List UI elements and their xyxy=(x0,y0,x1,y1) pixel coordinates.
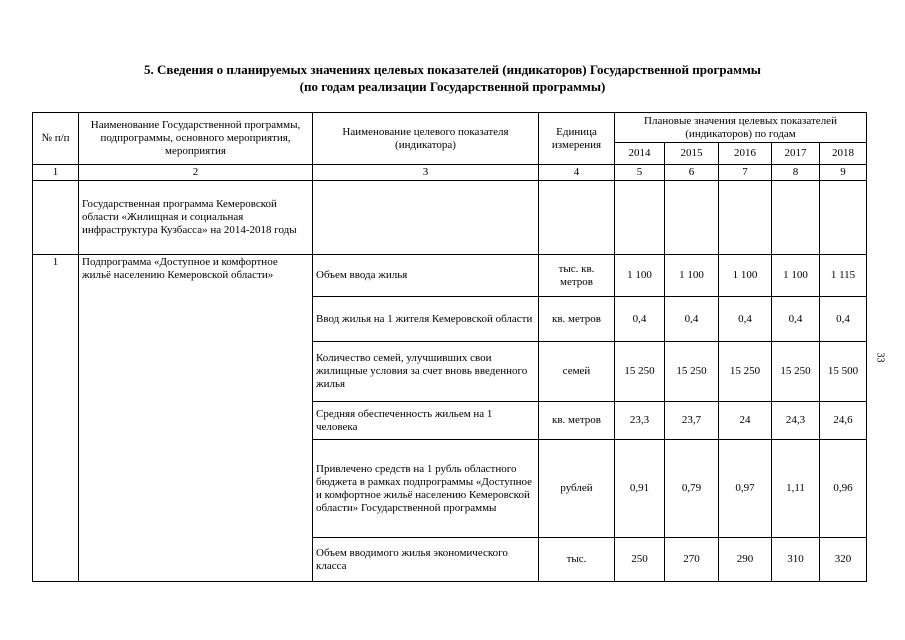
header-year: 2018 xyxy=(820,143,867,165)
indicator-value: 0,4 xyxy=(665,297,719,342)
indicator-name: Количество семей, улучшивших свои жилищные условия за счет вновь введенного жилья xyxy=(313,342,539,402)
header-indicator: Наименование целевого показателя (индикатора) xyxy=(313,113,539,165)
header-year: 2016 xyxy=(719,143,772,165)
col-number: 7 xyxy=(719,165,772,181)
indicator-unit: тыс. xyxy=(539,538,615,582)
indicator-value: 1 100 xyxy=(615,255,665,297)
program-name: Государственная программа Кемеровской области «Жилищная и социальная инфраструктура Кузбасса» на 2014-2018 годы xyxy=(79,181,313,255)
indicator-unit: семей xyxy=(539,342,615,402)
col-number: 6 xyxy=(665,165,719,181)
indicator-value: 15 250 xyxy=(665,342,719,402)
title-line-1: 5. Сведения о планируемых значениях целевых показателей (индикаторов) Государственной программы xyxy=(144,62,761,77)
indicator-unit: кв. метров xyxy=(539,297,615,342)
indicator-value: 1,11 xyxy=(772,440,820,538)
page-number: 33 xyxy=(874,352,886,363)
header-year: 2014 xyxy=(615,143,665,165)
col-number: 4 xyxy=(539,165,615,181)
header-planned: Плановые значения целевых показателей (индикаторов) по годам xyxy=(615,113,867,143)
col-number: 3 xyxy=(313,165,539,181)
indicator-name: Привлечено средств на 1 рубль областного бюджета в рамках подпрограммы «Доступное и комфортное жильё населению Кемеровской области» Государственной программы xyxy=(313,440,539,538)
indicator-name: Объем вводимого жилья экономического класса xyxy=(313,538,539,582)
indicator-value: 290 xyxy=(719,538,772,582)
indicator-value: 0,4 xyxy=(772,297,820,342)
indicator-value: 1 100 xyxy=(665,255,719,297)
indicator-value: 1 115 xyxy=(820,255,867,297)
header-year: 2017 xyxy=(772,143,820,165)
col-number: 1 xyxy=(33,165,79,181)
indicator-value: 0,79 xyxy=(665,440,719,538)
indicator-value: 24,6 xyxy=(820,402,867,440)
col-number: 2 xyxy=(79,165,313,181)
indicator-value: 15 250 xyxy=(615,342,665,402)
indicator-value: 15 250 xyxy=(719,342,772,402)
indicator-value: 0,4 xyxy=(719,297,772,342)
indicator-unit: кв. метров xyxy=(539,402,615,440)
indicator-value: 1 100 xyxy=(719,255,772,297)
indicator-value: 0,4 xyxy=(820,297,867,342)
indicator-value: 24 xyxy=(719,402,772,440)
indicator-value: 310 xyxy=(772,538,820,582)
title-line-2: (по годам реализации Государственной программы) xyxy=(299,79,606,94)
indicator-value: 15 250 xyxy=(772,342,820,402)
col-number: 9 xyxy=(820,165,867,181)
table-row xyxy=(33,255,867,297)
indicator-unit: рублей xyxy=(539,440,615,538)
indicator-value: 320 xyxy=(820,538,867,582)
indicator-value: 15 500 xyxy=(820,342,867,402)
col-number: 5 xyxy=(615,165,665,181)
indicator-name: Ввод жилья на 1 жителя Кемеровской области xyxy=(313,297,539,342)
subprogram-name: Подпрограмма «Доступное и комфортное жильё населению Кемеровской области» xyxy=(79,255,313,582)
indicator-value: 24,3 xyxy=(772,402,820,440)
subprogram-num: 1 xyxy=(33,255,79,582)
indicator-name: Средняя обеспеченность жильем на 1 человека xyxy=(313,402,539,440)
indicator-value: 0,97 xyxy=(719,440,772,538)
indicator-value: 250 xyxy=(615,538,665,582)
document-title xyxy=(0,61,905,95)
col-number: 8 xyxy=(772,165,820,181)
indicator-value: 1 100 xyxy=(772,255,820,297)
header-name: Наименование Государственной программы, подпрограммы, основного мероприятия, мероприятия xyxy=(79,113,313,165)
indicators-table xyxy=(32,112,867,582)
header-year: 2015 xyxy=(665,143,719,165)
header-num: № п/п xyxy=(33,113,79,165)
indicator-value: 23,7 xyxy=(665,402,719,440)
indicator-unit: тыс. кв. метров xyxy=(539,255,615,297)
indicator-value: 0,91 xyxy=(615,440,665,538)
program-row xyxy=(33,181,867,255)
indicator-value: 0,4 xyxy=(615,297,665,342)
header-unit: Единица измерения xyxy=(539,113,615,165)
indicator-value: 23,3 xyxy=(615,402,665,440)
indicator-value: 270 xyxy=(665,538,719,582)
indicator-value: 0,96 xyxy=(820,440,867,538)
indicator-name: Объем ввода жилья xyxy=(313,255,539,297)
